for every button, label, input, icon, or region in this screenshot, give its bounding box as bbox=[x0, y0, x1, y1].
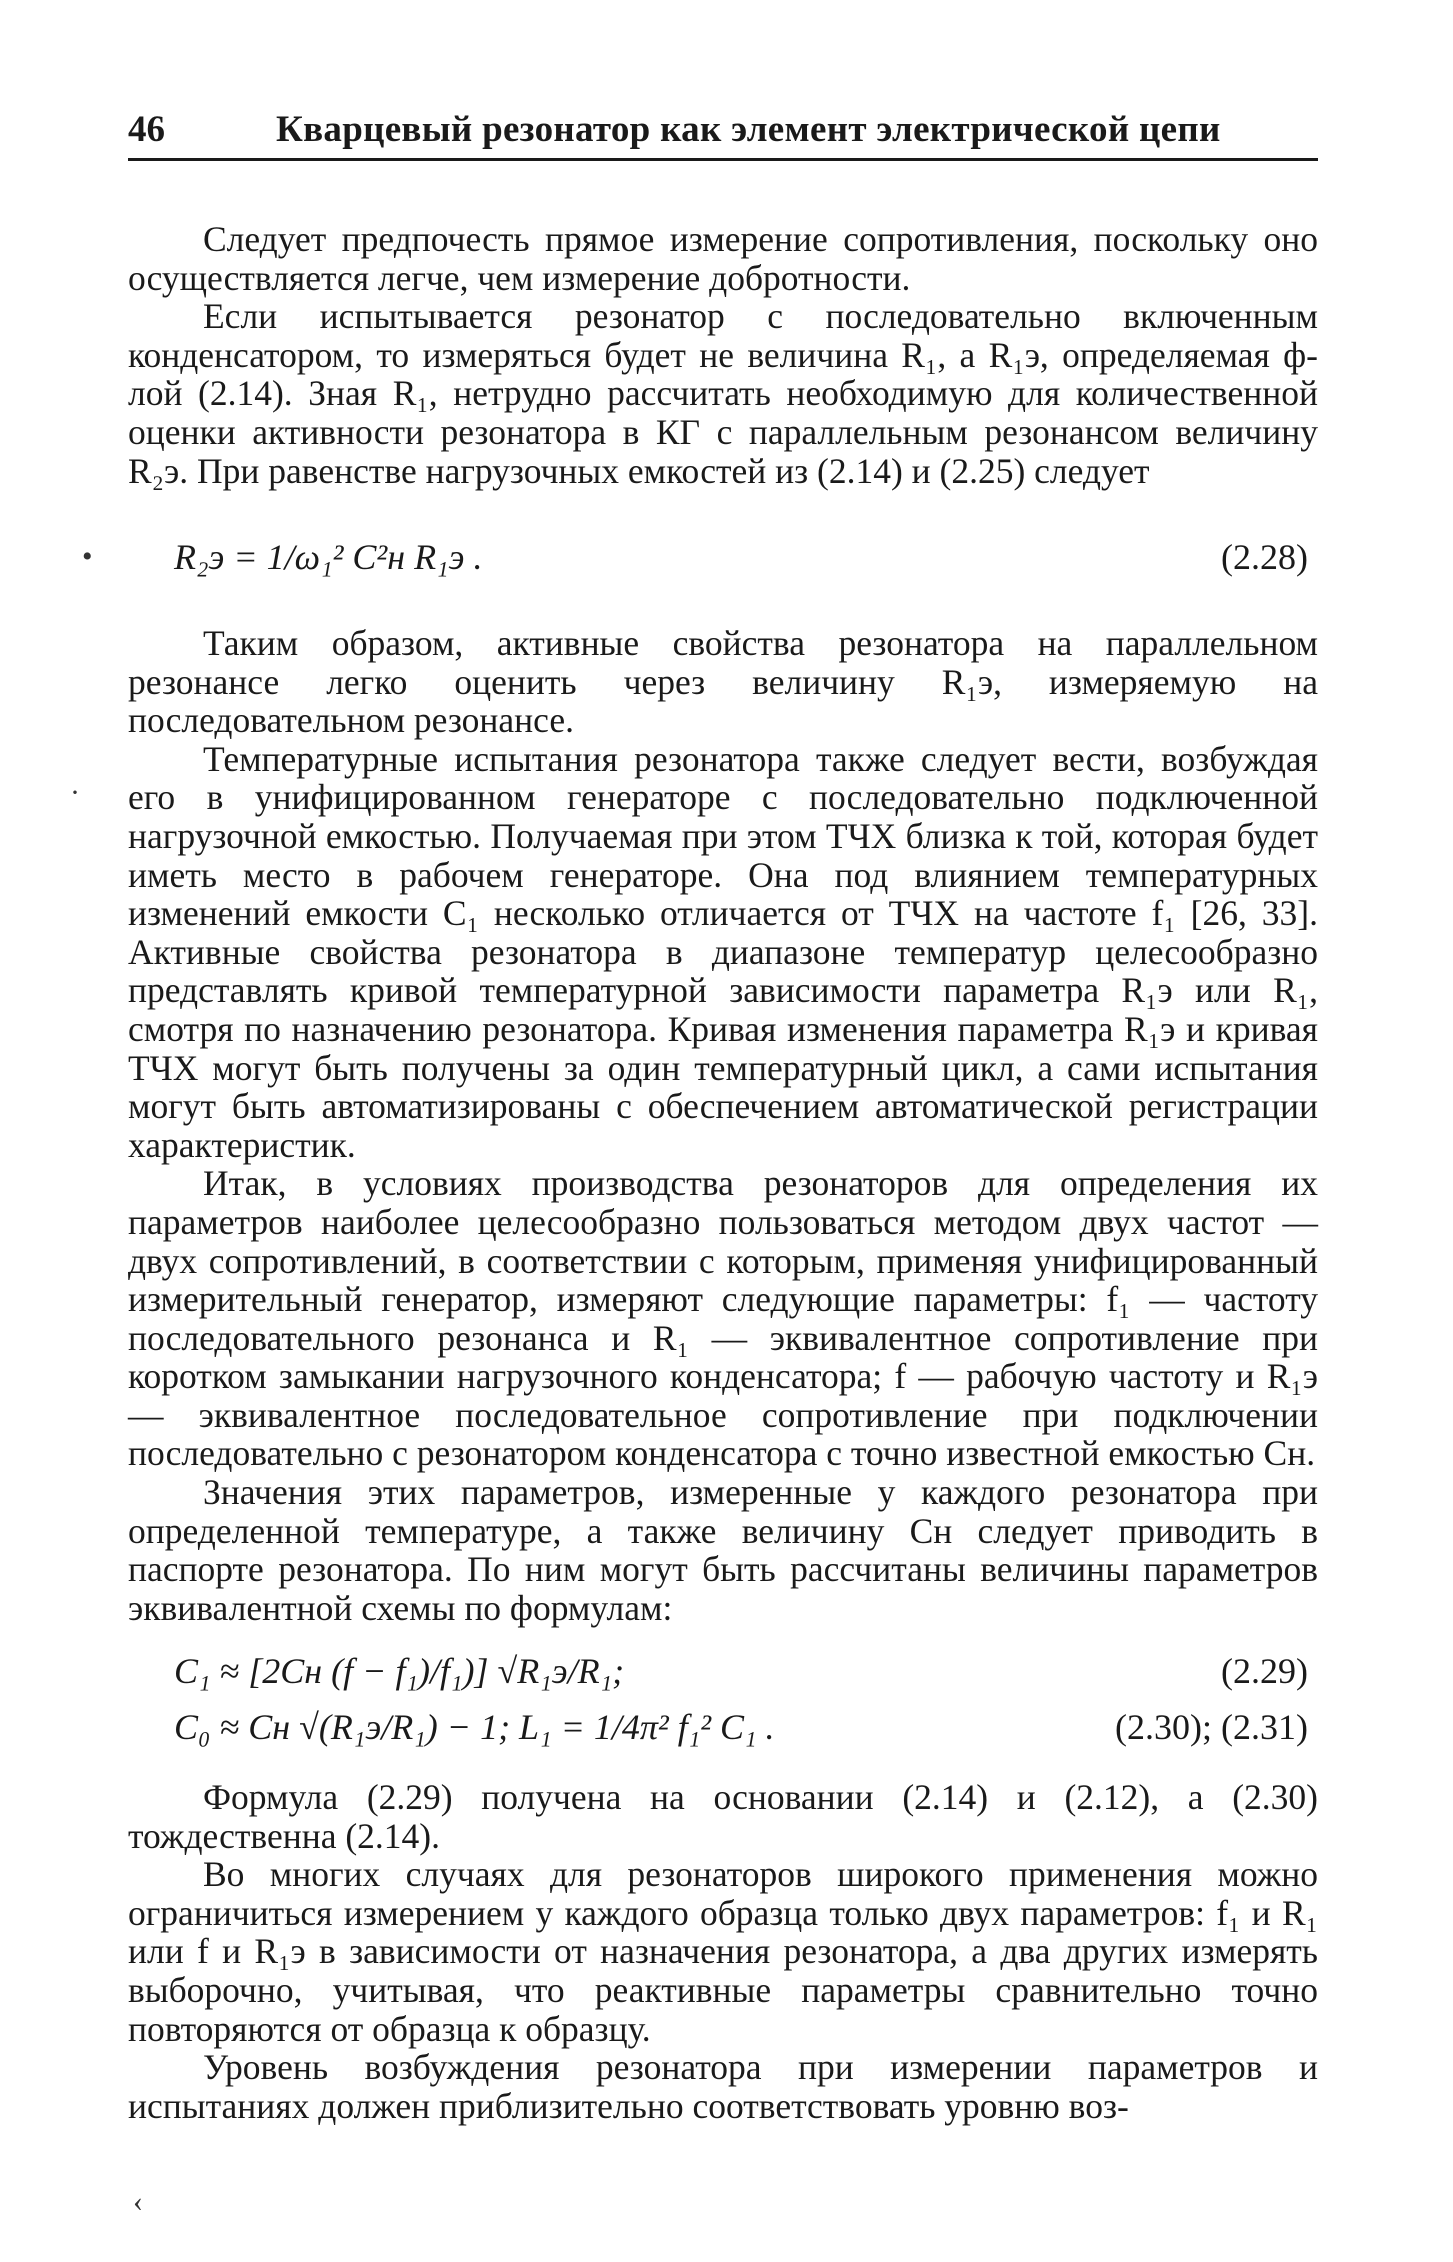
paragraph: Уровень возбуждения резонатора при измерении параметров и испытаниях должен приблизительно соответствовать уровню воз- bbox=[128, 2047, 1318, 2126]
paragraph: Таким образом, активные свойства резонатора на параллельном резонансе легко оценить через величину R₁э, измеряемую на последовательном резонансе. bbox=[128, 623, 1318, 741]
equation-2-30-31 bbox=[128, 1706, 1318, 1756]
paragraph: Температурные испытания резонатора также следует вести, возбуждая его в унифицированном генераторе с последовательно подключенной нагрузочной емкостью. Получаемая при этом ТЧХ близка к той, которая будет иметь место в рабочем генераторе. Она под влиянием температурных изменений емкости C₁ несколько отличается от ТЧХ на частоте f₁ [26, 33]. Активные свойства резонатора в диапазоне температур целесообразно представлять кривой температурной зависимости параметра R₁э или R₁, смотря по назначению резонатора. Кривая изменения параметра R₁э и кривая ТЧХ могут быть получены за один температурный цикл, а сами испытания могут быть автоматизированы с обеспечением автоматической регистрации характеристик. bbox=[128, 738, 1318, 1165]
equation-formula: R₂э = 1/ω₁² C²н R₁э . bbox=[174, 537, 483, 577]
running-header bbox=[128, 108, 1318, 162]
paragraph: Во многих случаях для резонаторов широкого применения можно ограничиться измерением у каждого образца только двух параметров: f₁ и R₁ или f и R₁э в зависимости от назначения резонатора, а два других измерять выборочно, учитывая, что реактивные параметры сравнительно точно повторяются от образца к образцу. bbox=[128, 1854, 1318, 2049]
text-block-1 bbox=[128, 220, 1318, 490]
text-block-3 bbox=[128, 1778, 1318, 2125]
text-block-2 bbox=[128, 624, 1318, 1627]
equation-number: (2.30); (2.31) bbox=[1115, 1707, 1308, 1747]
equation-2-29 bbox=[128, 1650, 1318, 1700]
paragraph: Следует предпочесть прямое измерение сопротивления, поскольку оно осуществляется легче, чем измерение добротности. bbox=[128, 219, 1318, 298]
margin-mark: • bbox=[82, 540, 93, 573]
equation-formula: C₁ ≈ [2Cн (f − f₁)/f₁)] √R₁э/R₁; bbox=[174, 1651, 625, 1691]
paragraph: Формула (2.29) получена на основании (2.14) и (2.12), а (2.30) тождественна (2.14). bbox=[128, 1777, 1318, 1856]
paragraph: Значения этих параметров, измеренные у каждого резонатора при определенной температуре, а также величину Cн следует приводить в паспорте резонатора. По ним могут быть рассчитаны величины параметров эквивалентной схемы по формулам: bbox=[128, 1472, 1318, 1628]
running-title: Кварцевый резонатор как элемент электрической цепи bbox=[276, 109, 1221, 150]
equation-number: (2.28) bbox=[1221, 537, 1308, 577]
paragraph: Итак, в условиях производства резонаторов для определения их параметров наиболее целесообразно пользоваться методом двух частот — двух сопротивлений, в соответствии с которым, применяя унифицированный измерительный генератор, измеряют следующие параметры: f₁ — частоту последовательного резонанса и R₁ — эквивалентное сопротивление при коротком замыкании нагрузочного конденсатора; f — рабочую частоту и R₁э — эквивалентное последовательное сопротивление при подключении последовательно с резонатором конденсатора с точно известной емкостью Cн. bbox=[128, 1163, 1318, 1474]
equation-2-28 bbox=[128, 536, 1318, 586]
paragraph: Если испытывается резонатор с последовательно включенным конденсатором, то измеряться будет не величина R₁, а R₁э, определяемая ф-лой (2.14). Зная R₁, нетрудно рассчитать необходимую для количественной оценки активности резонатора в КГ с параллельным резонансом величину R₂э. При равенстве нагрузочных емкостей из (2.14) и (2.25) следует bbox=[128, 296, 1318, 491]
equation-formula: C₀ ≈ Cн √(R₁э/R₁) − 1; L₁ = 1/4π² f₁² C₁ . bbox=[174, 1707, 775, 1747]
margin-mark: · bbox=[70, 776, 80, 809]
page-number: 46 bbox=[128, 109, 165, 150]
equation-number: (2.29) bbox=[1221, 1651, 1308, 1691]
header-rule bbox=[128, 158, 1318, 161]
margin-mark: ‹ bbox=[133, 2185, 143, 2218]
